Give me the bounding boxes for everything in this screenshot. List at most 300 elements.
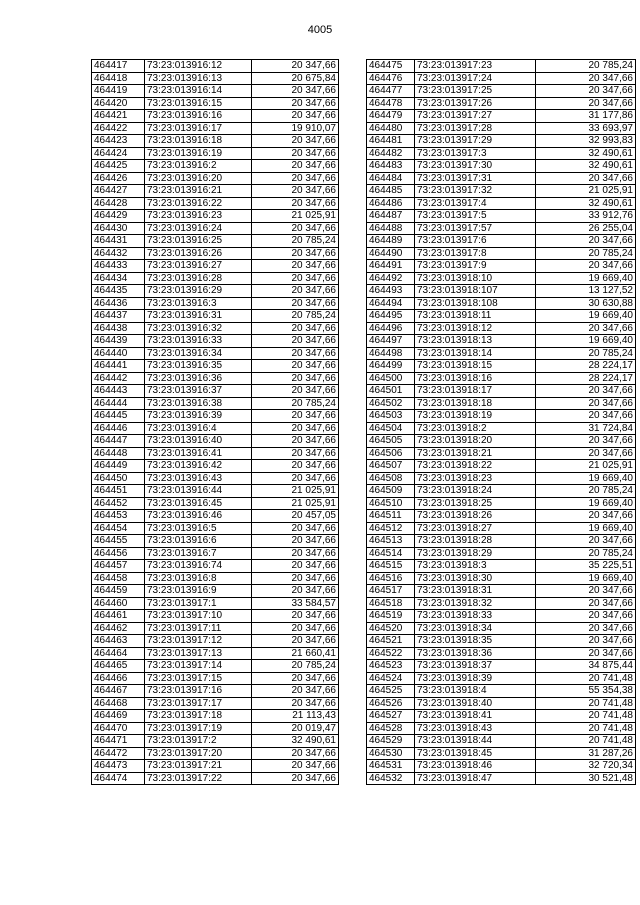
row-number-cell: 464532 xyxy=(367,772,415,785)
table-row xyxy=(92,522,339,535)
table-row xyxy=(92,410,339,423)
row-number-cell: 464523 xyxy=(367,660,415,673)
table-row xyxy=(367,672,636,685)
row-number-cell: 464447 xyxy=(92,435,145,448)
page-number: 4005 xyxy=(307,24,333,36)
cadastral-number-cell: 73:23:013916:5 xyxy=(145,522,252,535)
table-row xyxy=(92,422,339,435)
value-cell: 32 490,61 xyxy=(536,197,636,210)
value-cell: 20 741,48 xyxy=(536,735,636,748)
value-cell: 32 490,61 xyxy=(252,735,339,748)
value-cell: 20 347,66 xyxy=(252,685,339,698)
value-cell: 20 347,66 xyxy=(252,460,339,473)
cadastral-number-cell: 73:23:013917:11 xyxy=(145,622,252,635)
row-number-cell: 464525 xyxy=(367,685,415,698)
table-row xyxy=(92,285,339,298)
table-row xyxy=(367,547,636,560)
table-row xyxy=(92,210,339,223)
value-cell: 20 347,66 xyxy=(536,235,636,248)
value-cell: 20 741,48 xyxy=(536,710,636,723)
value-cell: 20 347,66 xyxy=(536,260,636,273)
table-row xyxy=(92,122,339,135)
table-row xyxy=(367,122,636,135)
row-number-cell: 464429 xyxy=(92,210,145,223)
row-number-cell: 464471 xyxy=(92,735,145,748)
row-number-cell: 464432 xyxy=(92,247,145,260)
value-cell: 20 785,24 xyxy=(536,347,636,360)
cadastral-number-cell: 73:23:013916:33 xyxy=(145,335,252,348)
table-row xyxy=(367,460,636,473)
value-cell: 20 347,66 xyxy=(536,97,636,110)
cadastral-number-cell: 73:23:013917:27 xyxy=(415,110,536,123)
cadastral-number-cell: 73:23:013916:26 xyxy=(145,247,252,260)
row-number-cell: 464468 xyxy=(92,697,145,710)
cadastral-number-cell: 73:23:013916:21 xyxy=(145,185,252,198)
table-row xyxy=(367,610,636,623)
value-cell: 19 669,40 xyxy=(536,497,636,510)
cadastral-number-cell: 73:23:013916:9 xyxy=(145,585,252,598)
cadastral-number-cell: 73:23:013916:18 xyxy=(145,135,252,148)
table-row xyxy=(367,697,636,710)
table-row xyxy=(367,272,636,285)
value-cell: 21 025,91 xyxy=(536,460,636,473)
table-row xyxy=(92,772,339,785)
row-number-cell: 464456 xyxy=(92,547,145,560)
table-row xyxy=(367,385,636,398)
table-row xyxy=(92,585,339,598)
row-number-cell: 464452 xyxy=(92,497,145,510)
table-row xyxy=(92,110,339,123)
row-number-cell: 464530 xyxy=(367,747,415,760)
value-cell: 20 741,48 xyxy=(536,722,636,735)
cadastral-number-cell: 73:23:013917:17 xyxy=(145,697,252,710)
value-cell: 20 347,66 xyxy=(252,435,339,448)
cadastral-number-cell: 73:23:013917:9 xyxy=(415,260,536,273)
row-number-cell: 464515 xyxy=(367,560,415,573)
value-cell: 20 347,66 xyxy=(536,172,636,185)
row-number-cell: 464496 xyxy=(367,322,415,335)
value-cell: 32 993,83 xyxy=(536,135,636,148)
row-number-cell: 464467 xyxy=(92,685,145,698)
table-row xyxy=(367,72,636,85)
value-cell: 20 347,66 xyxy=(536,447,636,460)
row-number-cell: 464437 xyxy=(92,310,145,323)
table-row xyxy=(367,310,636,323)
table-row xyxy=(92,397,339,410)
row-number-cell: 464485 xyxy=(367,185,415,198)
right-table-body xyxy=(367,60,636,785)
value-cell: 20 347,66 xyxy=(252,372,339,385)
row-number-cell: 464417 xyxy=(92,60,145,73)
value-cell: 20 347,66 xyxy=(252,522,339,535)
value-cell: 20 347,66 xyxy=(252,535,339,548)
row-number-cell: 464434 xyxy=(92,272,145,285)
table-row xyxy=(367,410,636,423)
value-cell: 20 785,24 xyxy=(252,235,339,248)
cadastral-number-cell: 73:23:013916:42 xyxy=(145,460,252,473)
cadastral-number-cell: 73:23:013917:10 xyxy=(145,610,252,623)
row-number-cell: 464443 xyxy=(92,385,145,398)
cadastral-number-cell: 73:23:013917:20 xyxy=(145,747,252,760)
table-row xyxy=(92,97,339,110)
cadastral-number-cell: 73:23:013918:40 xyxy=(415,697,536,710)
cadastral-number-cell: 73:23:013916:24 xyxy=(145,222,252,235)
cadastral-number-cell: 73:23:013918:34 xyxy=(415,622,536,635)
row-number-cell: 464483 xyxy=(367,160,415,173)
table-row xyxy=(92,660,339,673)
row-number-cell: 464442 xyxy=(92,372,145,385)
table-row xyxy=(92,635,339,648)
value-cell: 20 347,66 xyxy=(536,535,636,548)
table-row xyxy=(367,360,636,373)
row-number-cell: 464526 xyxy=(367,697,415,710)
cadastral-number-cell: 73:23:013917:23 xyxy=(415,60,536,73)
value-cell: 19 669,40 xyxy=(536,572,636,585)
row-number-cell: 464459 xyxy=(92,585,145,598)
row-number-cell: 464521 xyxy=(367,635,415,648)
value-cell: 31 724,84 xyxy=(536,422,636,435)
row-number-cell: 464522 xyxy=(367,647,415,660)
value-cell: 20 347,66 xyxy=(252,560,339,573)
table-row xyxy=(92,747,339,760)
row-number-cell: 464436 xyxy=(92,297,145,310)
table-row xyxy=(367,585,636,598)
value-cell: 20 741,48 xyxy=(536,672,636,685)
cadastral-number-cell: 73:23:013918:23 xyxy=(415,472,536,485)
row-number-cell: 464440 xyxy=(92,347,145,360)
table-row xyxy=(367,60,636,73)
row-number-cell: 464497 xyxy=(367,335,415,348)
value-cell: 34 875,44 xyxy=(536,660,636,673)
cadastral-number-cell: 73:23:013918:18 xyxy=(415,397,536,410)
value-cell: 19 669,40 xyxy=(536,335,636,348)
cadastral-number-cell: 73:23:013916:37 xyxy=(145,385,252,398)
value-cell: 19 669,40 xyxy=(536,272,636,285)
row-number-cell: 464492 xyxy=(367,272,415,285)
table-row xyxy=(367,485,636,498)
row-number-cell: 464505 xyxy=(367,435,415,448)
cadastral-number-cell: 73:23:013917:29 xyxy=(415,135,536,148)
value-cell: 20 785,24 xyxy=(252,310,339,323)
value-cell: 20 347,66 xyxy=(536,610,636,623)
table-row xyxy=(92,547,339,560)
left-table xyxy=(91,59,339,785)
table-row xyxy=(92,597,339,610)
cadastral-number-cell: 73:23:013918:31 xyxy=(415,585,536,598)
row-number-cell: 464501 xyxy=(367,385,415,398)
table-row xyxy=(367,660,636,673)
value-cell: 21 113,43 xyxy=(252,710,339,723)
value-cell: 31 287,26 xyxy=(536,747,636,760)
row-number-cell: 464420 xyxy=(92,97,145,110)
cadastral-number-cell: 73:23:013916:45 xyxy=(145,497,252,510)
table-row xyxy=(92,222,339,235)
value-cell: 20 347,66 xyxy=(252,322,339,335)
cadastral-number-cell: 73:23:013918:13 xyxy=(415,335,536,348)
row-number-cell: 464425 xyxy=(92,160,145,173)
cadastral-number-cell: 73:23:013918:29 xyxy=(415,547,536,560)
cadastral-number-cell: 73:23:013916:3 xyxy=(145,297,252,310)
row-number-cell: 464463 xyxy=(92,635,145,648)
value-cell: 20 347,66 xyxy=(252,297,339,310)
table-row xyxy=(92,447,339,460)
value-cell: 32 490,61 xyxy=(536,160,636,173)
value-cell: 20 347,66 xyxy=(252,285,339,298)
row-number-cell: 464480 xyxy=(367,122,415,135)
cadastral-number-cell: 73:23:013917:14 xyxy=(145,660,252,673)
cadastral-number-cell: 73:23:013917:13 xyxy=(145,647,252,660)
cadastral-number-cell: 73:23:013918:24 xyxy=(415,485,536,498)
table-row xyxy=(367,622,636,635)
cadastral-number-cell: 73:23:013917:16 xyxy=(145,685,252,698)
table-row xyxy=(92,697,339,710)
table-row xyxy=(367,560,636,573)
row-number-cell: 464512 xyxy=(367,522,415,535)
cadastral-number-cell: 73:23:013916:43 xyxy=(145,472,252,485)
table-row xyxy=(367,85,636,98)
cadastral-number-cell: 73:23:013917:12 xyxy=(145,635,252,648)
table-row xyxy=(92,672,339,685)
table-row xyxy=(92,160,339,173)
row-number-cell: 464476 xyxy=(367,72,415,85)
table-row xyxy=(92,385,339,398)
value-cell: 32 490,61 xyxy=(536,147,636,160)
cadastral-number-cell: 73:23:013916:22 xyxy=(145,197,252,210)
value-cell: 35 225,51 xyxy=(536,560,636,573)
table-row xyxy=(92,485,339,498)
row-number-cell: 464422 xyxy=(92,122,145,135)
value-cell: 20 347,66 xyxy=(252,347,339,360)
cadastral-number-cell: 73:23:013918:16 xyxy=(415,372,536,385)
row-number-cell: 464504 xyxy=(367,422,415,435)
table-row xyxy=(92,347,339,360)
cadastral-number-cell: 73:23:013916:31 xyxy=(145,310,252,323)
table-row xyxy=(367,147,636,160)
cadastral-number-cell: 73:23:013917:21 xyxy=(145,760,252,773)
value-cell: 20 347,66 xyxy=(252,772,339,785)
right-table xyxy=(366,59,636,785)
table-row xyxy=(367,472,636,485)
row-number-cell: 464527 xyxy=(367,710,415,723)
value-cell: 31 177,86 xyxy=(536,110,636,123)
cadastral-number-cell: 73:23:013918:39 xyxy=(415,672,536,685)
row-number-cell: 464462 xyxy=(92,622,145,635)
value-cell: 33 584,57 xyxy=(252,597,339,610)
table-row xyxy=(367,535,636,548)
table-row xyxy=(92,760,339,773)
table-row xyxy=(367,372,636,385)
row-number-cell: 464511 xyxy=(367,510,415,523)
value-cell: 21 025,91 xyxy=(252,485,339,498)
row-number-cell: 464513 xyxy=(367,535,415,548)
row-number-cell: 464487 xyxy=(367,210,415,223)
cadastral-number-cell: 73:23:013916:17 xyxy=(145,122,252,135)
value-cell: 20 347,66 xyxy=(252,272,339,285)
table-row xyxy=(92,735,339,748)
value-cell: 20 019,47 xyxy=(252,722,339,735)
value-cell: 20 347,66 xyxy=(536,647,636,660)
value-cell: 20 347,66 xyxy=(252,672,339,685)
row-number-cell: 464484 xyxy=(367,172,415,185)
value-cell: 28 224,17 xyxy=(536,360,636,373)
table-row xyxy=(92,172,339,185)
cadastral-number-cell: 73:23:013918:35 xyxy=(415,635,536,648)
value-cell: 20 347,66 xyxy=(252,760,339,773)
cadastral-number-cell: 73:23:013917:25 xyxy=(415,85,536,98)
row-number-cell: 464481 xyxy=(367,135,415,148)
value-cell: 30 521,48 xyxy=(536,772,636,785)
value-cell: 20 347,66 xyxy=(536,622,636,635)
row-number-cell: 464507 xyxy=(367,460,415,473)
value-cell: 19 669,40 xyxy=(536,522,636,535)
table-row xyxy=(367,597,636,610)
row-number-cell: 464529 xyxy=(367,735,415,748)
table-row xyxy=(367,185,636,198)
table-row xyxy=(367,285,636,298)
table-row xyxy=(367,347,636,360)
value-cell: 20 785,24 xyxy=(252,660,339,673)
row-number-cell: 464488 xyxy=(367,222,415,235)
table-row xyxy=(92,622,339,635)
cadastral-number-cell: 73:23:013918:21 xyxy=(415,447,536,460)
table-row xyxy=(92,297,339,310)
table-row xyxy=(92,272,339,285)
cadastral-number-cell: 73:23:013918:47 xyxy=(415,772,536,785)
value-cell: 20 347,66 xyxy=(252,185,339,198)
row-number-cell: 464426 xyxy=(92,172,145,185)
cadastral-number-cell: 73:23:013917:31 xyxy=(415,172,536,185)
value-cell: 20 785,24 xyxy=(536,485,636,498)
table-row xyxy=(92,497,339,510)
cadastral-number-cell: 73:23:013916:6 xyxy=(145,535,252,548)
cadastral-number-cell: 73:23:013917:4 xyxy=(415,197,536,210)
value-cell: 30 630,88 xyxy=(536,297,636,310)
value-cell: 20 347,66 xyxy=(252,610,339,623)
row-number-cell: 464464 xyxy=(92,647,145,660)
value-cell: 20 347,66 xyxy=(252,160,339,173)
row-number-cell: 464430 xyxy=(92,222,145,235)
cadastral-number-cell: 73:23:013917:1 xyxy=(145,597,252,610)
cadastral-number-cell: 73:23:013916:20 xyxy=(145,172,252,185)
value-cell: 20 347,66 xyxy=(252,410,339,423)
cadastral-number-cell: 73:23:013917:30 xyxy=(415,160,536,173)
row-number-cell: 464465 xyxy=(92,660,145,673)
row-number-cell: 464477 xyxy=(367,85,415,98)
cadastral-number-cell: 73:23:013916:7 xyxy=(145,547,252,560)
cadastral-number-cell: 73:23:013916:46 xyxy=(145,510,252,523)
value-cell: 20 347,66 xyxy=(252,422,339,435)
cadastral-number-cell: 73:23:013918:33 xyxy=(415,610,536,623)
table-row xyxy=(92,435,339,448)
cadastral-number-cell: 73:23:013918:25 xyxy=(415,497,536,510)
table-row xyxy=(92,610,339,623)
row-number-cell: 464423 xyxy=(92,135,145,148)
row-number-cell: 464418 xyxy=(92,72,145,85)
cadastral-number-cell: 73:23:013916:44 xyxy=(145,485,252,498)
table-row xyxy=(367,747,636,760)
cadastral-number-cell: 73:23:013917:28 xyxy=(415,122,536,135)
cadastral-number-cell: 73:23:013918:26 xyxy=(415,510,536,523)
cadastral-number-cell: 73:23:013916:29 xyxy=(145,285,252,298)
row-number-cell: 464451 xyxy=(92,485,145,498)
cadastral-number-cell: 73:23:013917:57 xyxy=(415,222,536,235)
table-row xyxy=(92,710,339,723)
value-cell: 20 347,66 xyxy=(252,260,339,273)
value-cell: 20 347,66 xyxy=(252,110,339,123)
row-number-cell: 464514 xyxy=(367,547,415,560)
cadastral-number-cell: 73:23:013918:19 xyxy=(415,410,536,423)
value-cell: 20 785,24 xyxy=(536,60,636,73)
cadastral-number-cell: 73:23:013916:32 xyxy=(145,322,252,335)
cadastral-number-cell: 73:23:013918:22 xyxy=(415,460,536,473)
value-cell: 26 255,04 xyxy=(536,222,636,235)
table-row xyxy=(92,560,339,573)
row-number-cell: 464455 xyxy=(92,535,145,548)
value-cell: 20 347,66 xyxy=(252,547,339,560)
cadastral-number-cell: 73:23:013918:107 xyxy=(415,285,536,298)
table-row xyxy=(367,247,636,260)
table-row xyxy=(92,197,339,210)
row-number-cell: 464495 xyxy=(367,310,415,323)
table-row xyxy=(367,160,636,173)
row-number-cell: 464486 xyxy=(367,197,415,210)
table-row xyxy=(367,435,636,448)
cadastral-number-cell: 73:23:013918:108 xyxy=(415,297,536,310)
value-cell: 20 347,66 xyxy=(536,410,636,423)
table-row xyxy=(92,647,339,660)
row-number-cell: 464518 xyxy=(367,597,415,610)
row-number-cell: 464509 xyxy=(367,485,415,498)
row-number-cell: 464461 xyxy=(92,610,145,623)
row-number-cell: 464479 xyxy=(367,110,415,123)
cadastral-number-cell: 73:23:013917:22 xyxy=(145,772,252,785)
cadastral-number-cell: 73:23:013916:8 xyxy=(145,572,252,585)
row-number-cell: 464519 xyxy=(367,610,415,623)
cadastral-number-cell: 73:23:013917:6 xyxy=(415,235,536,248)
table-row xyxy=(367,447,636,460)
row-number-cell: 464506 xyxy=(367,447,415,460)
cadastral-number-cell: 73:23:013917:5 xyxy=(415,210,536,223)
value-cell: 20 785,24 xyxy=(536,247,636,260)
table-row xyxy=(92,147,339,160)
table-row xyxy=(367,297,636,310)
cadastral-number-cell: 73:23:013918:20 xyxy=(415,435,536,448)
row-number-cell: 464520 xyxy=(367,622,415,635)
table-row xyxy=(367,510,636,523)
row-number-cell: 464444 xyxy=(92,397,145,410)
table-row xyxy=(367,760,636,773)
row-number-cell: 464421 xyxy=(92,110,145,123)
row-number-cell: 464474 xyxy=(92,772,145,785)
value-cell: 20 347,66 xyxy=(252,335,339,348)
cadastral-number-cell: 73:23:013917:24 xyxy=(415,72,536,85)
cadastral-number-cell: 73:23:013918:12 xyxy=(415,322,536,335)
value-cell: 20 347,66 xyxy=(536,322,636,335)
row-number-cell: 464472 xyxy=(92,747,145,760)
value-cell: 19 669,40 xyxy=(536,472,636,485)
value-cell: 33 912,76 xyxy=(536,210,636,223)
table-row xyxy=(367,222,636,235)
table-row xyxy=(92,260,339,273)
table-row xyxy=(92,335,339,348)
table-row xyxy=(92,322,339,335)
value-cell: 20 347,66 xyxy=(252,385,339,398)
cadastral-number-cell: 73:23:013916:16 xyxy=(145,110,252,123)
cadastral-number-cell: 73:23:013918:27 xyxy=(415,522,536,535)
value-cell: 20 347,66 xyxy=(536,585,636,598)
cadastral-number-cell: 73:23:013916:12 xyxy=(145,60,252,73)
row-number-cell: 464457 xyxy=(92,560,145,573)
